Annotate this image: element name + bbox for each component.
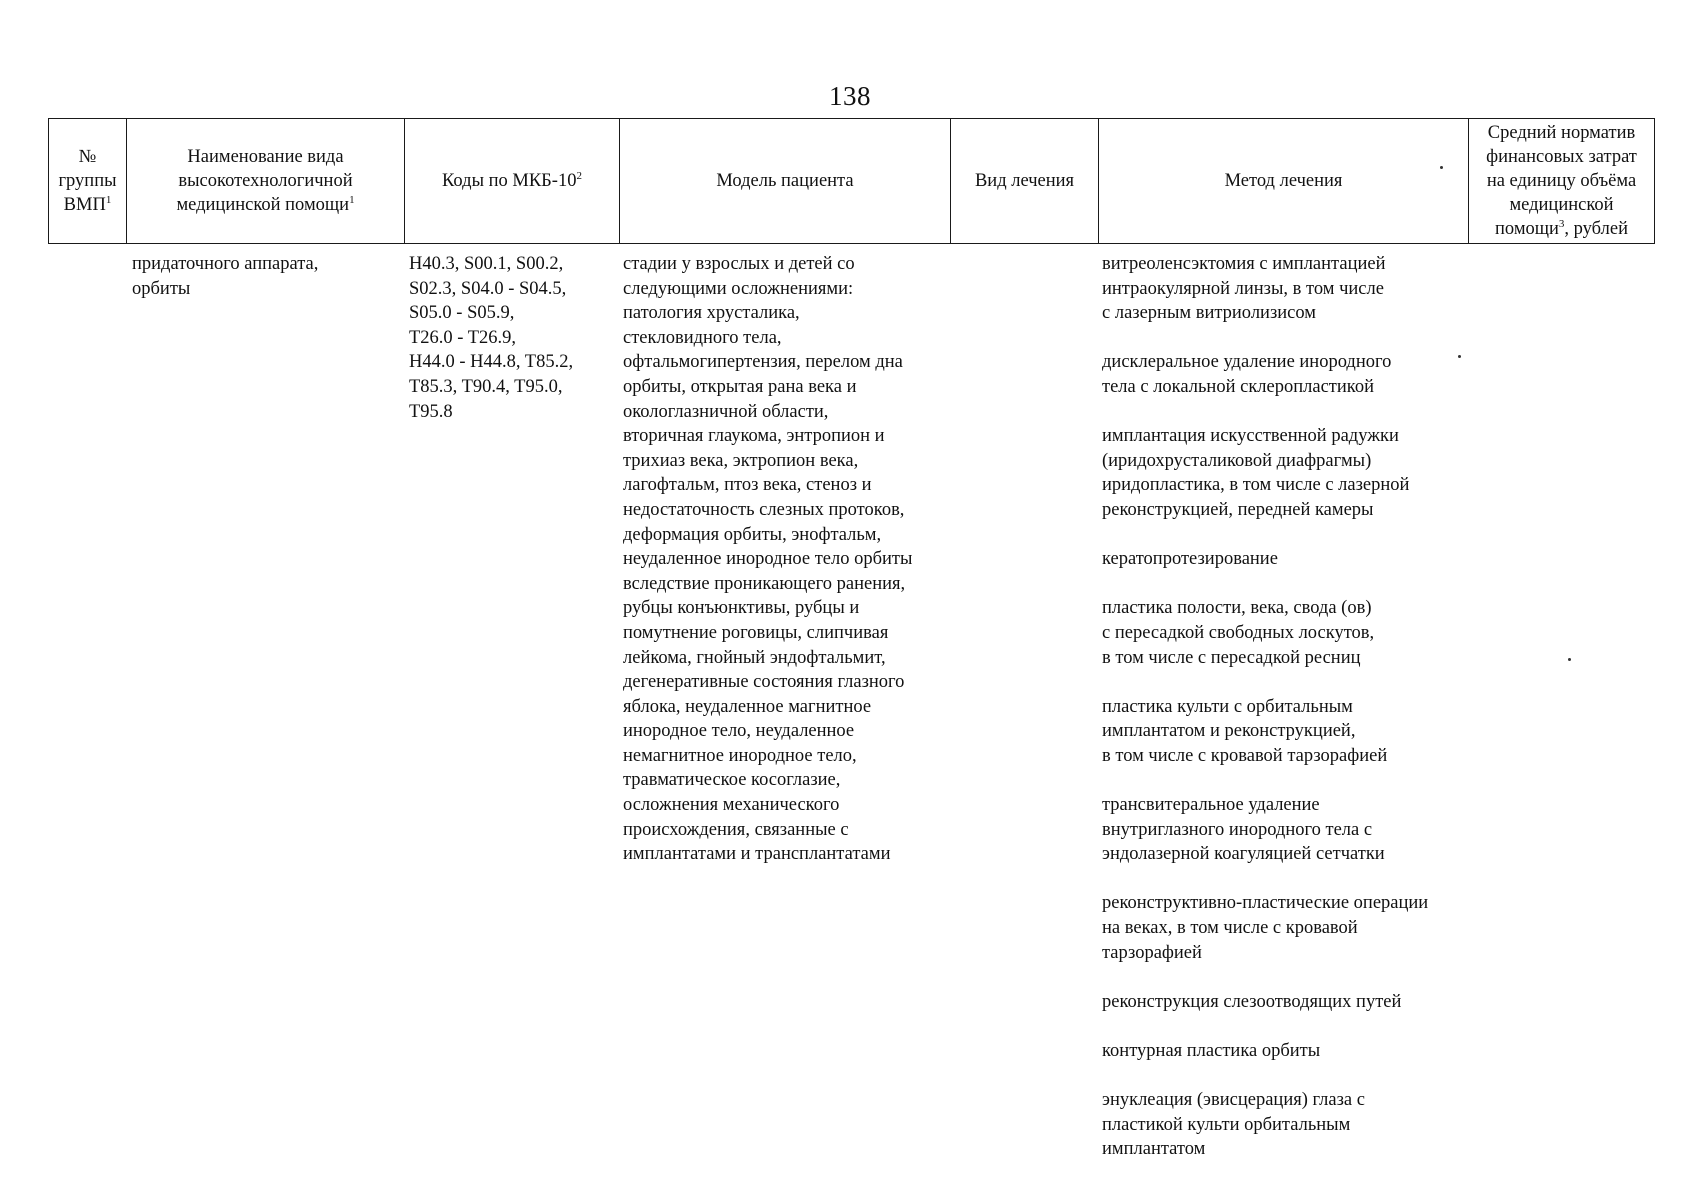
table-header [48, 118, 1655, 244]
scan-speck [1568, 658, 1571, 661]
header-group-number: № группы ВМП$^1$ [49, 119, 127, 244]
method-item: реконструкция слезоотводящих путей [1102, 991, 1402, 1012]
cell-patient-model: стадии у взрослых и детей со следующими осложнениями: патология хрусталика, стекловидного тела, офтальмогипертензия, перелом дна орбиты, открытая рана века и окологлазничной области, вторичная глаукома, энтропион и трихиаз века, эктропион века, лагофтальм, птоз века, стеноз и недостаточность слезных протоков, деформация орбиты, энофтальм, неудаленное инородное тело орбиты вследствие проникающего ранения, рубцы конъюнктивы, рубцы и помутнение роговицы, слипчивая лейкома, гнойный эндофтальмит, дегенеративные состояния глазного яблока, неудаленное магнитное инородное тело, неудаленное немагнитное инородное тело, травматическое косоглазие, осложнения механического происхождения, связанные с имплантатами и трансплантатами [623, 254, 913, 865]
method-item: пластика полости, века, свода (ов) с пересадкой свободных лоскутов, в том числе с пересадкой ресниц [1102, 598, 1375, 668]
header-cost-standard: Средний норматив финансовых затрат на единицу объёма медицинской помощи$^3$, рублей [1469, 119, 1655, 244]
method-item: контурная пластика орбиты [1102, 1041, 1321, 1061]
header-treatment-method: Метод лечения [1099, 119, 1469, 244]
method-item: кератопротезирование [1102, 549, 1278, 570]
header-treatment-type: Вид лечения [951, 119, 1099, 244]
scan-speck [1458, 355, 1461, 358]
method-item: энуклеация (эвисцерация) глаза с пластикой культи орбитальным имплантатом [1102, 1090, 1365, 1160]
header-care-type-name: Наименование вида высокотехнологичной медицинской помощи$^1$ [127, 119, 405, 244]
page-number: 138 [829, 81, 871, 111]
header-icd10-codes: Коды по МКБ-$10^2$ [405, 119, 620, 244]
method-item: имплантация искусственной радужки (иридохрусталиковой диафрагмы) иридопластика, в том числе с лазерной реконструкцией, передней камеры [1102, 426, 1410, 520]
cell-care-type-name: придаточного аппарата, орбиты [132, 254, 319, 299]
header-patient-model: Модель пациента [620, 119, 951, 244]
method-item: пластика культи с орбитальным имплантатом и реконструкцией, в том числе с кровавой тарзорафией [1102, 696, 1388, 766]
method-item: реконструктивно-пластические операции на веках, в том числе с кровавой тарзорафией [1102, 893, 1429, 963]
table-row [48, 252, 1654, 1160]
scan-speck [1440, 166, 1443, 169]
cell-icd10-codes: H40.3, S00.1, S00.2, S02.3, S04.0 - S04.5, S05.0 - S05.9, T26.0 - T26.9, H44.0 - H44.8, T85.2, T85.3, T90.4, T95.0, T95.8 [409, 254, 574, 422]
cell-treatment-methods [1102, 252, 1502, 1162]
method-item: витреоленсэктомия с имплантацией интраокулярной линзы, в том числе с лазерным витриолизисом [1102, 254, 1386, 324]
method-item: трансвитеральное удаление внутриглазного инородного тела с эндолазерной коагуляцией сетчатки [1102, 795, 1385, 865]
method-item: дисклеральное удаление инородного тела с локальной склеропластикой [1102, 352, 1392, 397]
